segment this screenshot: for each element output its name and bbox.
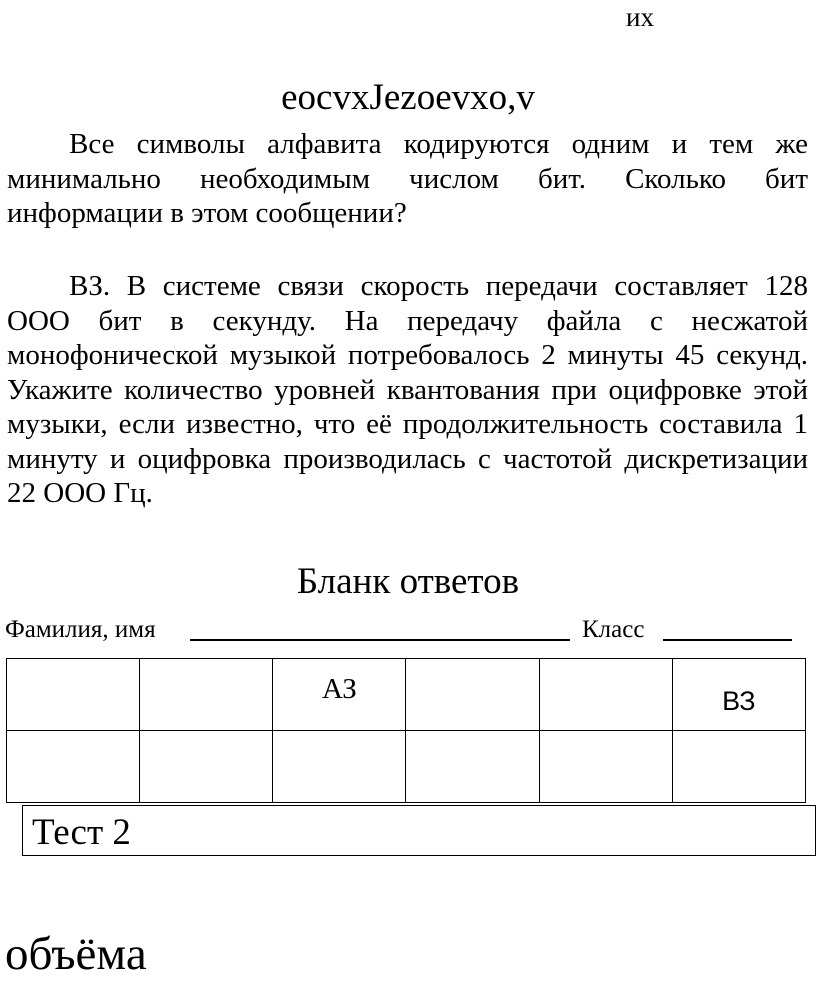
top-text-fragment: их	[626, 2, 654, 32]
class-label: Класс	[582, 616, 645, 643]
answer-sheet-heading: Бланк ответов	[296, 561, 520, 602]
test-title-box	[22, 805, 816, 856]
answer-cell[interactable]	[7, 731, 140, 803]
answer-cell[interactable]	[406, 659, 539, 731]
answer-grid	[6, 658, 806, 803]
answer-cell-b3[interactable]: ВЗ	[672, 659, 805, 731]
answer-cell[interactable]	[672, 731, 805, 803]
answer-grid-row	[7, 659, 806, 731]
question-paragraph-b3: ВЗ. В системе связи скорость передачи составляет 128 ООО бит в секунду. На передачу файла с несжатой монофонической музыкой потребовалось 2 минуты 45 секунд. Укажите количество уровней квантования при оцифровке этой музыки, если известно, что её продолжительность составила 1 минуту и оцифровка производилась с частотой дискретизации 22 ООО Гц.	[7, 270, 808, 509]
answer-cell[interactable]	[406, 731, 539, 803]
class-fill-line[interactable]	[663, 639, 792, 641]
test-title: Тест 2	[32, 812, 131, 853]
answer-cell[interactable]	[140, 731, 273, 803]
answer-cell[interactable]	[273, 731, 406, 803]
answer-cell[interactable]	[140, 659, 273, 731]
answer-cell[interactable]	[7, 659, 140, 731]
answer-cell-a3[interactable]: АЗ	[273, 659, 406, 731]
bottom-text-fragment: объёма	[5, 928, 147, 980]
garbled-title: eocvxJezoevxo,v	[281, 77, 535, 118]
name-label: Фамилия, имя	[5, 616, 156, 643]
question-paragraph-1: Все символы алфавита кодируются одним и тем же минимально необходимым числом бит. Сколько бит информации в этом сообщении?	[7, 128, 808, 229]
answer-cell[interactable]	[539, 659, 672, 731]
answer-grid-row	[7, 731, 806, 803]
name-fill-line[interactable]	[190, 639, 570, 641]
answer-cell[interactable]	[539, 731, 672, 803]
